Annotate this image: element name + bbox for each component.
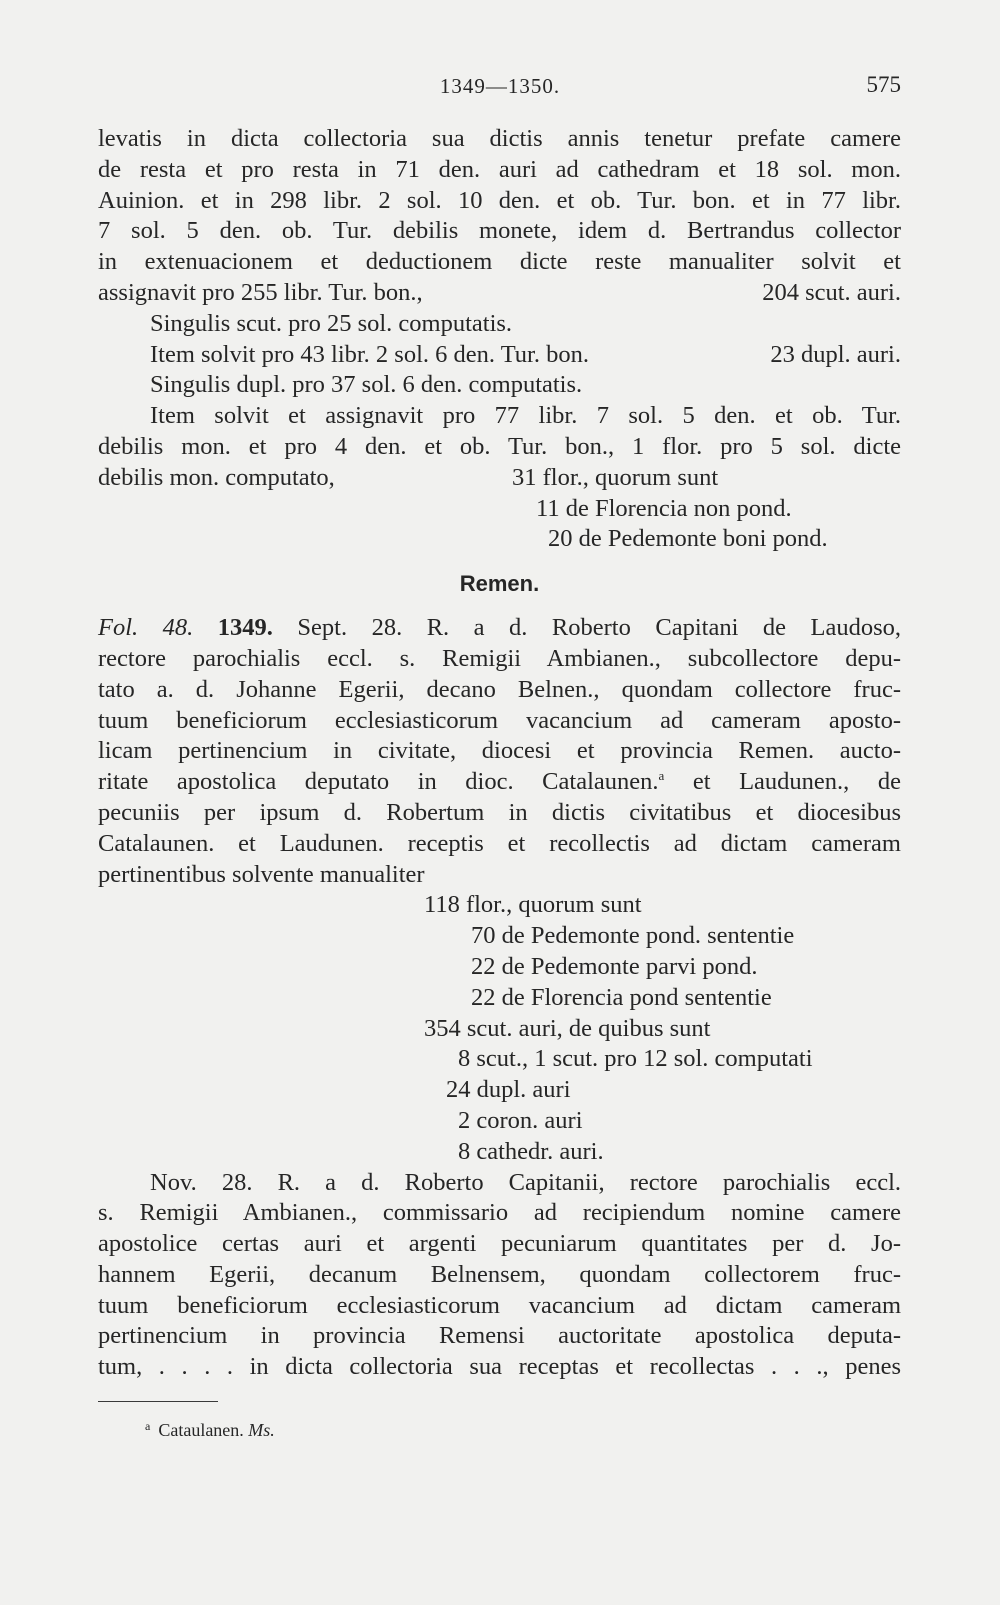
page-number: 575 — [866, 72, 901, 97]
text-line: hannem Egerii, decanum Belnensem, quondam collectorem fruc- — [98, 1260, 901, 1288]
text-line: rectore parochialis eccl. s. Remigii Ambianen., subcollectore depu- — [98, 644, 901, 672]
text-line: pecuniis per ipsum d. Robertum in dictis civitatibus et diocesibus — [98, 798, 901, 826]
text-line: Nov. 28. R. a d. Roberto Capitanii, rectore parochialis eccl. — [150, 1168, 901, 1196]
entry-year: 1349. — [217, 614, 273, 642]
text-line: tato a. d. Johanne Egerii, decano Belnen., quondam collectore fruc- — [98, 675, 901, 703]
sum-entry: 8 cathedr. auri. — [458, 1137, 604, 1165]
text-line: 7 sol. 5 den. ob. Tur. debilis monete, idem d. Bertrandus collector — [98, 217, 901, 245]
sum-entry: 22 de Florencia pond sententie — [471, 983, 772, 1011]
text-line: tuum beneficiorum ecclesiasticorum vacancium ad dictam cameram — [98, 1291, 901, 1319]
folio-reference: Fol. 48. — [98, 614, 194, 642]
text-line — [98, 767, 901, 798]
line-amount: 204 scut. auri. — [762, 278, 901, 306]
line-amount: 11 de Florencia non pond. — [536, 494, 792, 522]
header-years: 1349—1350. — [439, 74, 561, 98]
line-amount: 20 de Pedemonte boni pond. — [548, 525, 828, 553]
sum-entry: 24 dupl. auri — [446, 1076, 571, 1104]
text-line — [98, 524, 901, 555]
text-line — [98, 494, 901, 525]
sum-line — [98, 1137, 901, 1168]
sum-line — [98, 1075, 901, 1106]
line-text: Sept. 28. R. a d. Roberto Capitani de Laudoso, — [297, 614, 901, 642]
sum-line — [98, 1106, 901, 1137]
section-heading: Remen. — [459, 571, 540, 597]
text-line — [98, 340, 901, 371]
text-line: Singulis scut. pro 25 sol. computatis. — [150, 309, 513, 337]
text-line — [98, 278, 901, 309]
footnote-text: Cataulanen. — [158, 1420, 244, 1440]
text-line: Auinion. et in 298 libr. 2 sol. 10 den. et ob. Tur. bon. et in 77 libr. — [98, 186, 901, 214]
sum-entry: 2 coron. auri — [458, 1106, 583, 1134]
text-line — [98, 463, 901, 494]
text-line: pertinencium in provincia Remensi auctoritate apostolica deputa- — [98, 1322, 901, 1350]
line-text: ritate apostolica deputato in dioc. Catalaunen. — [98, 768, 659, 796]
footnote — [145, 1420, 275, 1441]
text-line: debilis mon. et pro 4 den. et ob. Tur. bon., 1 flor. pro 5 sol. dicte — [98, 432, 901, 460]
text-line: s. Remigii Ambianen., commissario ad recipiendum nomine camere — [98, 1199, 901, 1227]
sum-line — [98, 1044, 901, 1075]
text-line: de resta et pro resta in 71 den. auri ad cathedram et 18 sol. mon. — [98, 155, 901, 183]
text-line — [98, 613, 901, 644]
text-line: apostolice certas auri et argenti pecuniarum quantitates per d. Jo- — [98, 1230, 901, 1258]
footnote-rule — [98, 1401, 218, 1402]
sum-line — [98, 890, 901, 921]
main-text — [98, 124, 901, 1383]
sum-line — [98, 983, 901, 1014]
sum-line — [98, 921, 901, 952]
text-line: Catalaunen. et Laudunen. receptis et recollectis ad dictam cameram — [98, 829, 901, 857]
footnote-source: Ms. — [248, 1420, 275, 1440]
text-line: Singulis dupl. pro 37 sol. 6 den. computatis. — [150, 371, 583, 399]
text-line: pertinentibus solvente manualiter — [98, 860, 425, 888]
sum-line — [98, 952, 901, 983]
text-line: licam pertinencium in civitate, diocesi et provincia Remen. aucto- — [98, 737, 901, 765]
line-amount: 31 flor., quorum sunt — [512, 463, 719, 491]
text-line: tum, . . . . in dicta collectoria sua receptas et recollectas . . ., penes — [98, 1353, 901, 1381]
sum-line — [98, 1014, 901, 1045]
footnote-marker[interactable]: a — [658, 768, 665, 784]
text-line: in extenuacionem et deductionem dicte reste manualiter solvit et — [98, 248, 901, 276]
footnote-mark: a — [145, 1419, 151, 1433]
sum-entry: 118 flor., quorum sunt — [424, 891, 642, 919]
sum-entry: 70 de Pedemonte pond. sententie — [471, 922, 795, 950]
line-text: assignavit pro 255 libr. Tur. bon., — [98, 278, 423, 306]
sum-entry: 8 scut., 1 scut. pro 12 sol. computati — [458, 1045, 813, 1073]
text-line: levatis in dicta collectoria sua dictis annis tenetur prefate camere — [98, 125, 901, 152]
sum-entry: 22 de Pedemonte parvi pond. — [471, 952, 758, 980]
line-amount: 23 dupl. auri. — [770, 340, 901, 368]
text-line: Item solvit et assignavit pro 77 libr. 7 sol. 5 den. et ob. Tur. — [150, 402, 901, 430]
sum-entry: 354 scut. auri, de quibus sunt — [424, 1014, 711, 1042]
line-text: et Laudunen., de — [664, 768, 901, 796]
running-header — [0, 72, 1000, 106]
line-text: Item solvit pro 43 libr. 2 sol. 6 den. Tur. bon. — [150, 340, 589, 368]
text-line: tuum beneficiorum ecclesiasticorum vacancium ad cameram aposto- — [98, 706, 901, 734]
line-text: debilis mon. computato, — [98, 463, 335, 491]
